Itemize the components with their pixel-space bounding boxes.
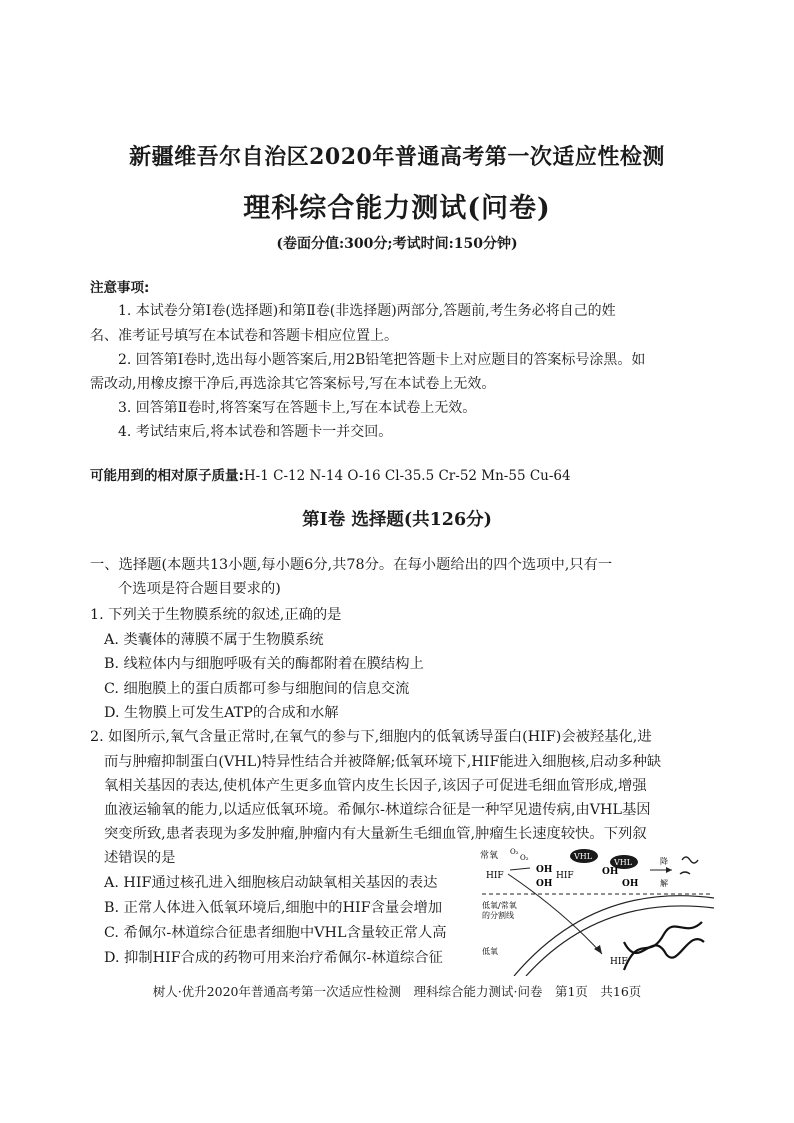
label-oh: OH [602,867,619,877]
label-degrade: 降 [660,857,668,866]
label-hif: HIF [556,871,574,881]
page-footer: 树人·优升2020年普通高考第一次适应性检测 理科综合能力测试·问卷 第1页 共16页 [152,984,642,999]
question-stem: 血液运输氧的能力,以适应低氧环境。希佩尔-林道综合征是一种罕见遗传病,由VHL基因 [104,802,651,818]
atomic-masses-label: 可能用到的相对原子质量: [90,468,244,484]
question-stem: 述错误的是 [104,850,176,866]
question-stem: 而与肿瘤抑制蛋白(VHL)特异性结合并被降解;低氧环境下,HIF能进入细胞核,启动多种缺 [104,754,662,770]
question-option: D. 生物膜上可发生ATP的合成和水解 [104,705,339,721]
label-o2: O₂ [520,854,529,862]
exam-subtitle: (卷面分值:300分;考试时间:150分钟) [276,236,518,252]
question-option: C. 细胞膜上的蛋白质都可参与细胞间的信息交流 [104,681,410,697]
part-one-heading: 个选项是符合题目要求的) [118,581,281,597]
degraded-fragments-icon [680,872,690,874]
dna-strand [624,922,702,970]
label-low-oxygen: 低氧 [482,947,498,956]
label-degrade: 解 [660,879,668,888]
label-vhl: VHL [574,852,593,861]
label-o2: O₂ [510,848,519,856]
dna-strand [624,939,704,958]
question-option: C. 希佩尔-林道综合征患者细胞中VHL含量较正常人高 [104,925,447,941]
hif-diagram [474,842,714,976]
notes-line: 2. 回答第Ⅰ卷时,选出每小题答案后,用2B铅笔把答题卡上对应题目的答案标号涂黑。如 [118,352,646,368]
question-option: B. 正常人体进入低氧环境后,细胞中的HIF含量会增加 [104,900,443,916]
label-oh: OH [536,865,553,875]
paper-title: 理科综合能力测试(问卷) [243,193,551,224]
hif-diagram-svg [474,842,714,976]
question-stem: 2. 如图所示,氧气含量正常时,在氧气的参与下,细胞内的低氧诱导蛋白(HIF)会被羟基化,进 [90,729,652,745]
question-stem: 1. 下列关于生物膜系统的叙述,正确的是 [90,607,342,623]
notes-line: 3. 回答第Ⅱ卷时,将答案写在答题卡上,写在本试卷上无效。 [118,400,477,416]
label-oh: OH [622,879,639,889]
notes-heading: 注意事项: [90,280,150,296]
question-stem: 突变所致,患者表现为多发肿瘤,肿瘤内有大量新生毛细血管,肿瘤生长速度较快。下列叙 [104,826,647,842]
degraded-fragments-icon [682,857,698,863]
part-one-heading: 一、选择题(本题共13小题,每小题6分,共78分。在每小题给出的四个选项中,只有一 [90,557,613,573]
question-option: B. 线粒体内与细胞呼吸有关的酶都附着在膜结构上 [104,656,424,672]
section-title: 第Ⅰ卷 选择题(共126分) [302,510,492,530]
label-hif: HIF [486,871,504,881]
atomic-masses [90,464,571,484]
atomic-masses-values: H-1 C-12 N-14 O-16 Cl-35.5 Cr-52 Mn-55 Cu-64 [243,468,571,484]
question-stem: 氧相关基因的表达,使机体产生更多血管内皮生长因子,该因子可促进毛细血管形成,增强 [104,778,647,794]
notes-line: 4. 考试结束后,将本试卷和答题卡一并交回。 [118,424,393,440]
arrow-head-icon [666,867,672,873]
hif-path-arrow [508,874,602,954]
label-normal-oxygen: 常氧 [480,851,499,861]
label-oh: OH [536,879,553,889]
notes-line: 需改动,用橡皮擦干净后,再选涂其它答案标号,写在本试卷上无效。 [90,376,496,392]
exam-title: 新疆维吾尔自治区2020年普通高考第一次适应性检测 [129,144,665,170]
notes-line: 1. 本试卷分第Ⅰ卷(选择题)和第Ⅱ卷(非选择题)两部分,答题前,考生务必将自己的姓 [118,303,616,319]
question-option: A. 类囊体的薄膜不属于生物膜系统 [104,632,324,648]
label-hif: HIF [610,957,628,967]
label-boundary: 的分割线 [482,911,514,920]
question-option: D. 抑制HIF合成的药物可用来治疗希佩尔-林道综合征 [104,950,443,966]
hydroxylation-arrow [510,868,530,870]
question-option: A. HIF通过核孔进入细胞核启动缺氧相关基因的表达 [104,875,438,891]
notes-line: 名、准考证号填写在本试卷和答题卡相应位置上。 [90,328,398,344]
label-vhl: VHL [614,858,633,867]
label-boundary: 低氧/常氧 [482,901,517,910]
